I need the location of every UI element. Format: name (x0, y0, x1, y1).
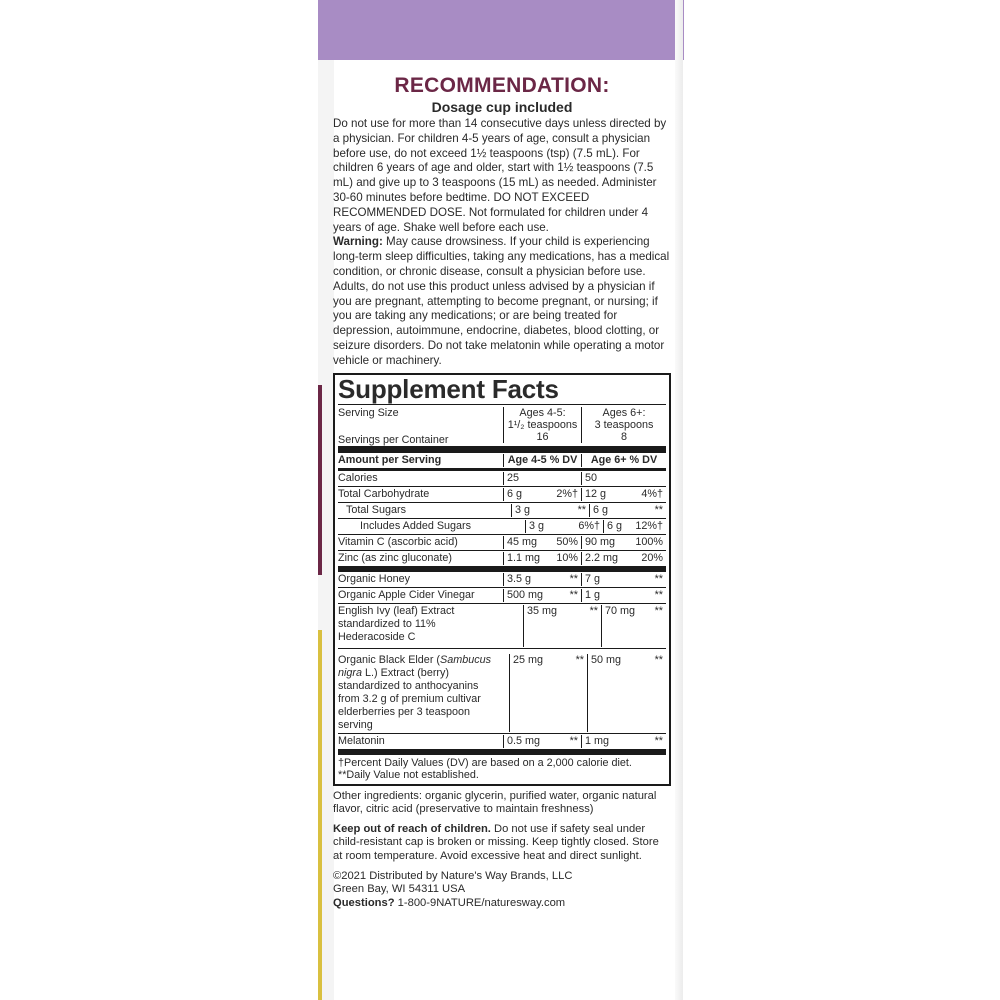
supplement-facts-title: Supplement Facts (338, 375, 666, 405)
col1-age: Ages 4-5: (519, 406, 566, 419)
keep-out-label: Keep out of reach of children. (333, 822, 491, 835)
footnote-not-established: **Daily Value not established. (338, 769, 479, 782)
warning-text: May cause drowsiness. If your child is experiencing long-term sleep difficulties, taking any medications, has a medical condition, or chronic disease, consult a physician before use. Adults, do not use this product unless advised by a physician if you are pregnant, attempting to become pregnant, or nursing; if you are taking any medications; or are being treated for depression, autoimmune, endocrine, diabetes, blood clotting, or seizure disorders. Do not take melatonin while operating a motor vehicle or machinery. (333, 235, 670, 367)
servings-per-container-label: Servings per Container (338, 433, 449, 446)
questions-label: Questions? (333, 896, 395, 909)
side-stripe-maroon (318, 385, 322, 575)
label-panel (333, 60, 671, 910)
distributor-line-2: Green Bay, WI 54311 USA (333, 883, 466, 896)
table-row: Organic Honey 3.5 g ** 7 g ** (338, 572, 666, 588)
table-row: Organic Black Elder (Sambucus nigra L.) Extract (berry) standardized to anthocyanins from 3.2 g of premium cultivar elderberries per 3 teaspoon serving 25 mg ** 50 mg ** (338, 649, 666, 734)
col2-serving-amount: 3 teaspoons (594, 418, 654, 431)
table-row: Vitamin C (ascorbic acid) 45 mg 50% 90 mg 100% (338, 535, 666, 551)
table-row: Calories 25 50 (338, 471, 666, 487)
recommendation-title: RECOMMENDATION: (394, 74, 610, 97)
table-row: Total Carbohydrate 6 g 2%† 12 g 4%† (338, 487, 666, 503)
table-row: English Ivy (leaf) Extract standardized to 11% Hederacoside C 35 mg ** 70 mg ** (338, 604, 666, 649)
header-col2: Age 6+ % DV (581, 454, 666, 467)
distributor-info (333, 870, 671, 911)
purple-header-band (318, 0, 684, 60)
questions-line (333, 897, 671, 911)
serving-size-row (338, 405, 666, 447)
table-row: Melatonin 0.5 mg ** 1 mg ** (338, 734, 666, 755)
directions-body: Do not use for more than 14 consecutive days unless directed by a physician. For children 4-5 years of age, consult a physician before use, do not exceed 1½ teaspoons (tsp) (7.5 mL). For children 6 years of age and older, start with 1½ teaspoons (7.5 mL) and give up to 3 teaspoons (15 mL) as needed. Administer 30-60 minutes before bedtime. DO NOT EXCEED RECOMMENDED DOSE. Not formulated for children under 4 years of age. Shake well before each use. (333, 117, 667, 234)
amount-header-row (338, 453, 666, 471)
keep-out-text: Do not use if safety seal under child-resistant cap is broken or missing. Keep tightly closed. Store at room temperature. Avoid excessive heat and direct sunlight. (333, 822, 659, 862)
header-col1: Age 4-5 % DV (503, 454, 581, 467)
table-row: Organic Apple Cider Vinegar 500 mg ** 1 g ** (338, 588, 666, 604)
side-stripe-yellow (318, 630, 322, 1000)
amount-per-serving-label: Amount per Serving (338, 453, 442, 466)
facts-footnotes (338, 755, 666, 782)
other-ingredients: Other ingredients: organic glycerin, purified water, organic natural flavor, citric acid (preservative to maintain freshness) (333, 789, 657, 816)
questions-contact: 1-800-9NATURE/naturesway.com (394, 896, 566, 909)
table-row: Includes Added Sugars 3 g 6%† 6 g 12%† (338, 519, 666, 535)
col1-servings: 16 (536, 430, 549, 443)
recommendation-subtitle: Dosage cup included (431, 99, 573, 115)
serving-size-label: Serving Size (338, 406, 399, 419)
supplement-facts-panel (333, 373, 671, 786)
warning-label: Warning: (333, 235, 383, 249)
distributor-line-1: ©2021 Distributed by Nature's Way Brands, LLC (333, 869, 573, 882)
col2-servings: 8 (620, 430, 627, 443)
col1-serving-amount: 1¹/₂ teaspoons (507, 418, 578, 431)
footnote-dv: †Percent Daily Values (DV) are based on a 2,000 calorie diet. (338, 756, 632, 769)
table-row: Zinc (as zinc gluconate) 1.1 mg 10% 2.2 mg 20% (338, 551, 666, 572)
storage-warning (333, 823, 671, 864)
col2-age: Ages 6+: (602, 406, 646, 419)
table-row: Total Sugars 3 g ** 6 g ** (338, 503, 666, 519)
box-right-edge-shade (675, 0, 683, 1000)
directions-text (333, 117, 671, 369)
